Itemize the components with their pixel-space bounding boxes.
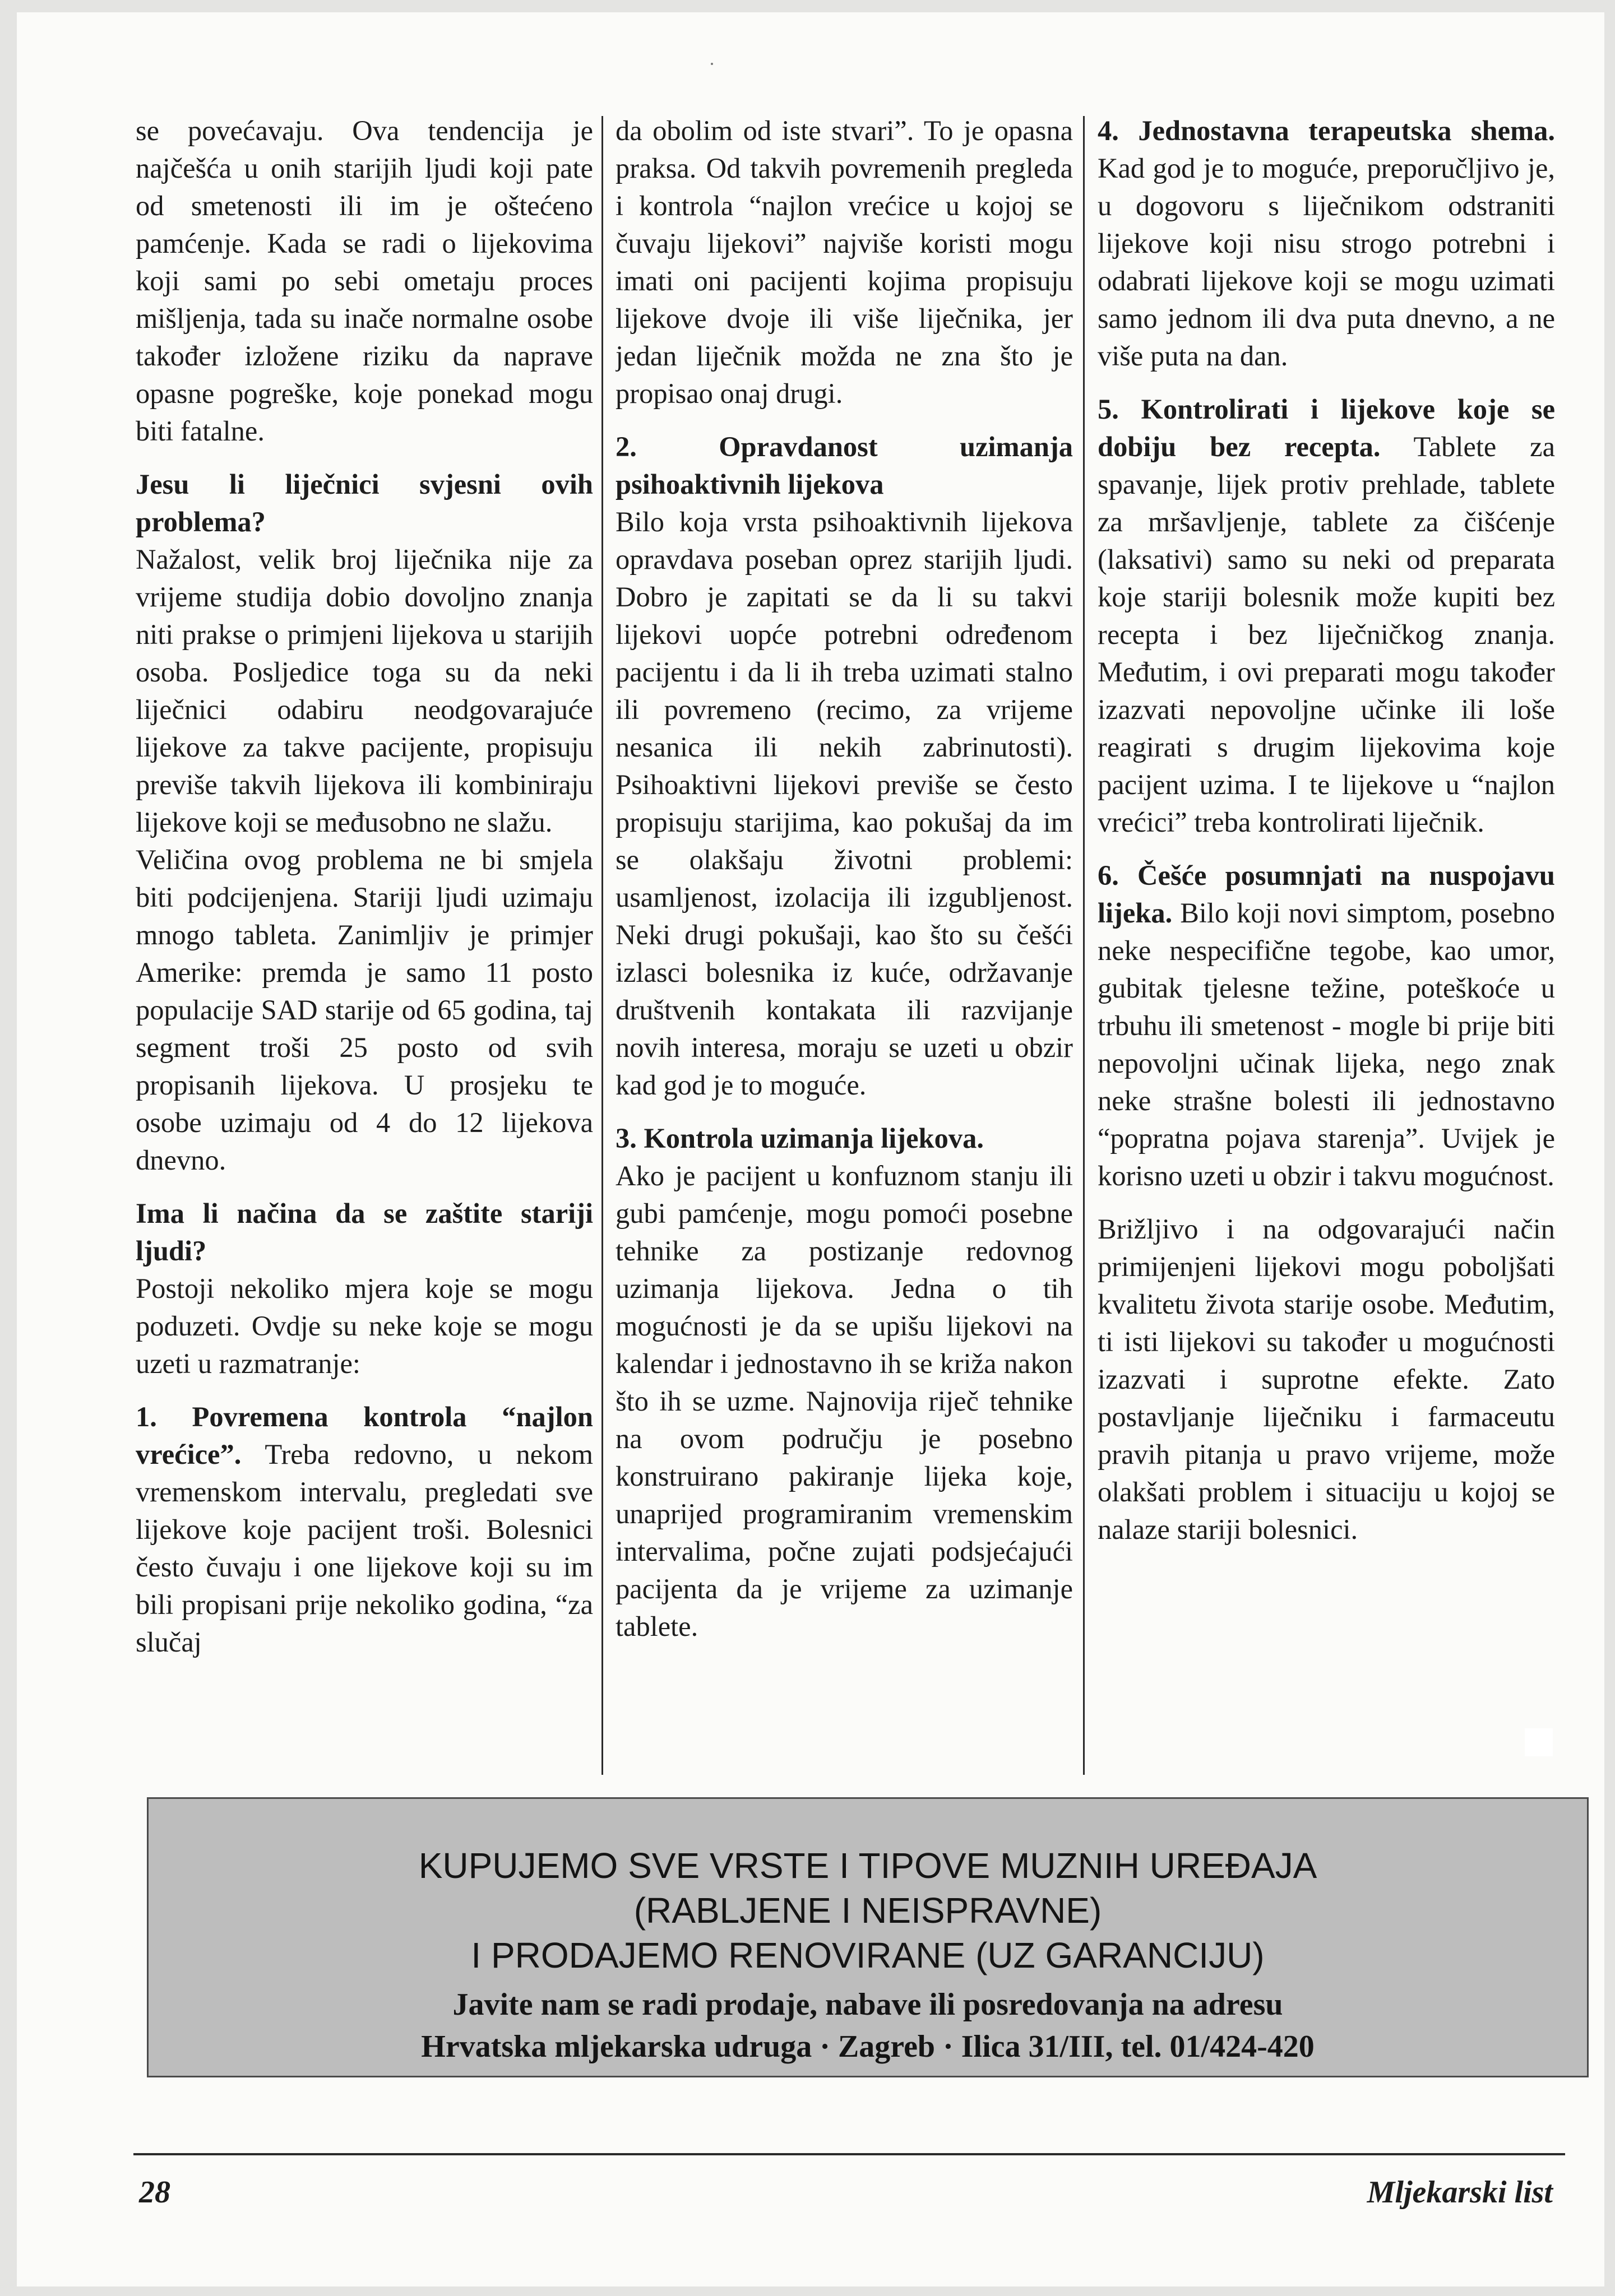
list-item [1098,857,1555,1195]
paragraph: se povećavaju. Ova tendencija je najčešća u onih starijih ljudi koji pate od smetenosti ili im je oštećeno pamćenje. Kada se radi o lijekovima koji sami po sebi ometaju proces mišljenja, tada su inače normalne osobe također izložene riziku da naprave opasne pogreške, koje ponekad mogu biti fatalne. [136,115,593,447]
advertisement-box [147,1797,1589,2077]
page-number: 28 [139,2175,170,2210]
ad-address: Hrvatska mljekarska udruga · Zagreb · Ilica 31/III, tel. 01/424-420 [421,2029,1315,2064]
footer-rule [133,2153,1565,2155]
text-column-1 [136,112,593,1775]
list-item-lead: 6. Češće posumnjati na nuspojavu lijeka. [1098,860,1555,929]
ad-headline: KUPUJEMO SVE VRSTE I TIPOVE MUZNIH UREĐAJA [418,1845,1317,1886]
section-heading: Ima li načina da se zaštite stariji ljudi? [136,1198,593,1267]
list-item-lead: 4. Jednostavna terapeutska shema. [1098,115,1555,146]
paragraph: Ako je pacijent u konfuznom stanju ili gubi pamćenje, mogu pomoći posebne tehnike za postizanje redovnog uzimanja lijekova. Jedna o tih mogućnosti je da se upišu lijekovi na kalendar i jednostavno ih se križa nakon što ih se uzme. Najnovija riječ tehnike na ovom području je posebno konstruirano pakiranje lijeka koje, unaprijed programiranim vremenskim intervalima, počne zujati podsjećajući pacijenta da je vrijeme za uzimanje tablete. [616,1160,1073,1642]
paragraph: Bilo koja vrsta psihoaktivnih lijekova opravdava poseban oprez starijih ljudi. Dobro je zapitati se da li su takvi lijekovi uopće potrebni određenom pacijentu i da li ih treba uzimati stalno ili povremeno (recimo, za vrijeme nesanica ili nekih zabrinutosti). Psihoaktivni lijekovi previše se često propisuju starijima, kao pokušaj da im se olakšaju životni problemi: usamljenost, izolacija ili izgubljenost. Neki drugi pokušaji, kao što su češći izlasci bolesnika iz kuće, održavanje društvenih kontakata ili razvijanje novih interesa, moraju se uzeti u obzir kad god je to moguće. [616,506,1073,1101]
column-divider [601,116,603,1775]
section-heading: 2. Opravdanost uzimanja psihoaktivnih lijekova [616,431,1073,500]
paragraph: Veličina ovog problema ne bi smjela biti podcijenjena. Stariji ljudi uzimaju mnogo tableta. Zanimljiv je primjer Amerike: premda je samo 11 posto populacije SAD starije od 65 godina, taj segment troši 25 posto od svih propisanih lijekova. U prosjeku te osobe uzimaju od 4 do 12 lijekova dnevno. [136,844,593,1176]
list-item-text: Treba redovno, u nekom vremenskom intervalu, pregledati sve lijekove koje pacijent troši. Bolesnici često čuvaju i one lijekove koji su im bili propisani prije nekoliko godina, “za slučaj [136,1439,593,1658]
list-item-text: Tablete za spavanje, lijek protiv prehlade, tablete za mršavljenje, tablete za čišćenje (laksativi) samo su neki od preparata koje stariji bolesnik može kupiti bez recepta i bez liječničkog znanja. Međutim, i ovi preparati mogu također izazvati nepovoljne učinke ili loše reagirati s drugim lijekovima koje pacijent uzima. I te lijekove u “najlon vrećici” treba kontrolirati liječnik. [1098,431,1555,838]
paragraph: da obolim od iste stvari”. To je opasna praksa. Od takvih povremenih pregleda i kontrola “najlon vrećice u kojoj se čuvaju lijekovi” najviše koristi mogu imati oni pacijenti kojima propisuju lijekove dvoje ili više liječnika, jer jedan liječnik možda ne zna što je propisao onaj drugi. [616,115,1073,409]
column-divider [1083,116,1085,1775]
ad-contact-intro: Javite nam se radi prodaje, nabave ili posredovanja na adresu [452,1987,1283,2022]
paragraph: Brižljivo i na odgovarajući način primijenjeni lijekovi mogu poboljšati kvalitetu života starije osobe. Međutim, ti isti lijekovi su također u mogućnosti izazvati i suprotne efekte. Zato postavljanje liječniku i farmaceutu pravih pitanja u pravo vrijeme, može olakšati problem i situaciju u kojoj se nalaze stariji bolesnici. [1098,1213,1555,1545]
scan-speck [711,63,713,65]
list-item-lead: 5. Kontrolirati i lijekove koje se dobiju bez recepta. [1098,393,1555,462]
paragraph: Postoji nekoliko mjera koje se mogu poduzeti. Ovdje su neke koje se mogu uzeti u razmatranje: [136,1273,593,1379]
list-item [1098,391,1555,841]
section-heading: Jesu li liječnici svjesni ovih problema? [136,469,593,537]
list-item [1098,112,1555,375]
paragraph: Nažalost, velik broj liječnika nije za vrijeme studija dobio dovoljno znanja niti prakse o primjeni lijekova u starijih osoba. Posljedice toga su da neki liječnici odabiru neodgovarajuće lijekove za takve pacijente, propisuju previše takvih lijekova ili kombiniraju lijekove koji se međusobno ne slažu. [136,544,593,838]
page-sheet [17,12,1604,2286]
list-item [136,1398,593,1661]
publication-name: Mljekarski list [1367,2175,1553,2210]
text-column-2 [616,112,1073,1775]
ad-subline: (RABLJENE I NEISPRAVNE) [633,1890,1102,1931]
ad-offer: I PRODAJEMO RENOVIRANE (UZ GARANCIJU) [471,1935,1265,1975]
list-item-lead: 1. Povremena kontrola “najlon vrećice”. [136,1401,593,1470]
end-of-article-mark [1525,1728,1553,1756]
list-item-text: Kad god je to moguće, preporučljivo je, u dogovoru s liječnikom odstraniti lijekove koji nisu strogo potrebni i odabrati lijekove koji se mogu uzimati samo jednom ili dva puta dnevno, a ne više puta na dan. [1098,152,1555,372]
section-heading: 3. Kontrola uzimanja lijekova. [616,1123,984,1154]
text-column-3 [1098,112,1555,1775]
list-item-text: Bilo koji novi simptom, posebno neke nespecifične tegobe, kao umor, gubitak tjelesne težine, poteškoće u trbuhu ili smetenost - mogle bi prije biti nepovoljni učinak lijeka, nego znak neke strašne bolesti ili jednostavno “popratna pojava starenja”. Uvijek je korisno uzeti u obzir i takvu mogućnost. [1098,897,1555,1191]
